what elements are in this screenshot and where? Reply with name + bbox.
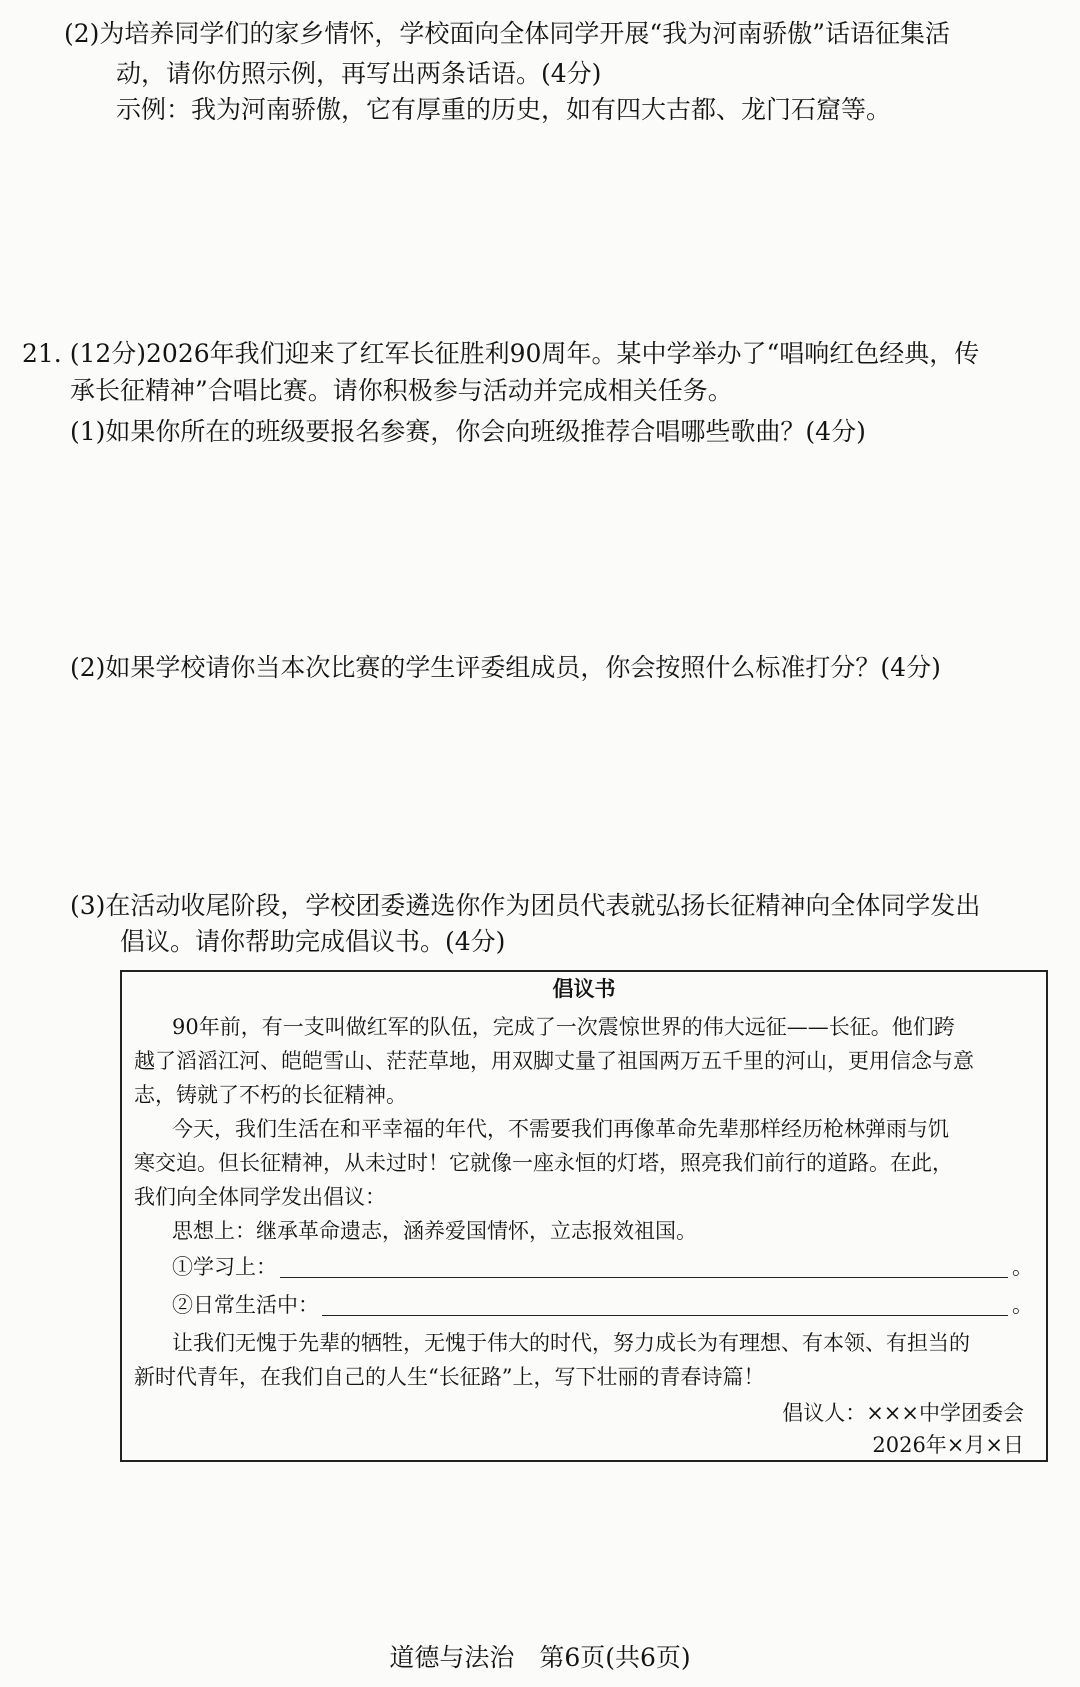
q20-2-example: 示例：我为河南骄傲，它有厚重的历史，如有四大古都、龙门石窟等。	[116, 95, 892, 124]
q21-sub2: (2)如果学校请你当本次比赛的学生评委组成员，你会按照什么标准打分？(4分)	[70, 653, 941, 682]
q20-2-prompt-line1: (2)为培养同学们的家乡情怀，学校面向全体同学开展“我为河南骄傲”话语征集活	[64, 19, 950, 48]
page-footer: 道德与法治 第6页(共6页)	[389, 1643, 691, 1672]
proposal-p2-line3: 我们向全体同学发出倡议：	[134, 1185, 386, 1209]
proposal-item1-period: 。	[1012, 1255, 1033, 1279]
proposal-p3-thought: 思想上：继承革命遗志，涵养爱国情怀，立志报效祖国。	[172, 1219, 697, 1243]
proposal-p4-line1: 让我们无愧于先辈的牺牲，无愧于伟大的时代，努力成长为有理想、有本领、有担当的	[172, 1331, 970, 1355]
proposal-item2-label: ②日常生活中：	[172, 1293, 319, 1317]
proposal-p2-line1: 今天，我们生活在和平幸福的年代，不需要我们再像革命先辈那样经历枪林弹雨与饥	[172, 1117, 949, 1141]
proposal-item1-blank[interactable]	[280, 1277, 1008, 1278]
proposal-date: 2026年×月×日	[872, 1433, 1024, 1457]
q21-title-line2: 承长征精神”合唱比赛。请你积极参与活动并完成相关任务。	[70, 376, 733, 405]
q21-sub1: (1)如果你所在的班级要报名参赛，你会向班级推荐合唱哪些歌曲？(4分)	[70, 417, 866, 446]
q21-sub3-line2: 倡议。请你帮助完成倡议书。(4分)	[120, 927, 506, 956]
proposal-p1-line1: 90年前，有一支叫做红军的队伍，完成了一次震惊世界的伟大远征——长征。他们跨	[172, 1015, 955, 1039]
proposal-item1-label: ①学习上：	[172, 1255, 277, 1279]
proposal-item2-blank[interactable]	[322, 1315, 1008, 1316]
proposal-p4-line2: 新时代青年，在我们自己的人生“长征路”上，写下壮丽的青春诗篇！	[134, 1365, 765, 1389]
proposal-title: 倡议书	[552, 976, 616, 1001]
proposal-p1-line3: 志，铸就了不朽的长征精神。	[134, 1083, 407, 1107]
proposal-signer: 倡议人：×××中学团委会	[782, 1401, 1024, 1425]
proposal-box	[120, 970, 1048, 1462]
q21-title-line1: 21. (12分)2026年我们迎来了红军长征胜利90周年。某中学举办了“唱响红色经典，传	[22, 339, 980, 368]
q21-sub3-line1: (3)在活动收尾阶段，学校团委遴选你作为团员代表就弘扬长征精神向全体同学发出	[70, 891, 981, 920]
proposal-p1-line2: 越了滔滔江河、皑皑雪山、茫茫草地，用双脚丈量了祖国两万五千里的河山，更用信念与意	[134, 1049, 974, 1073]
q20-2-prompt-line2: 动，请你仿照示例，再写出两条话语。(4分)	[116, 59, 602, 88]
proposal-item2-period: 。	[1012, 1293, 1033, 1317]
proposal-p2-line2: 寒交迫。但长征精神，从未过时！它就像一座永恒的灯塔，照亮我们前行的道路。在此，	[134, 1151, 953, 1175]
